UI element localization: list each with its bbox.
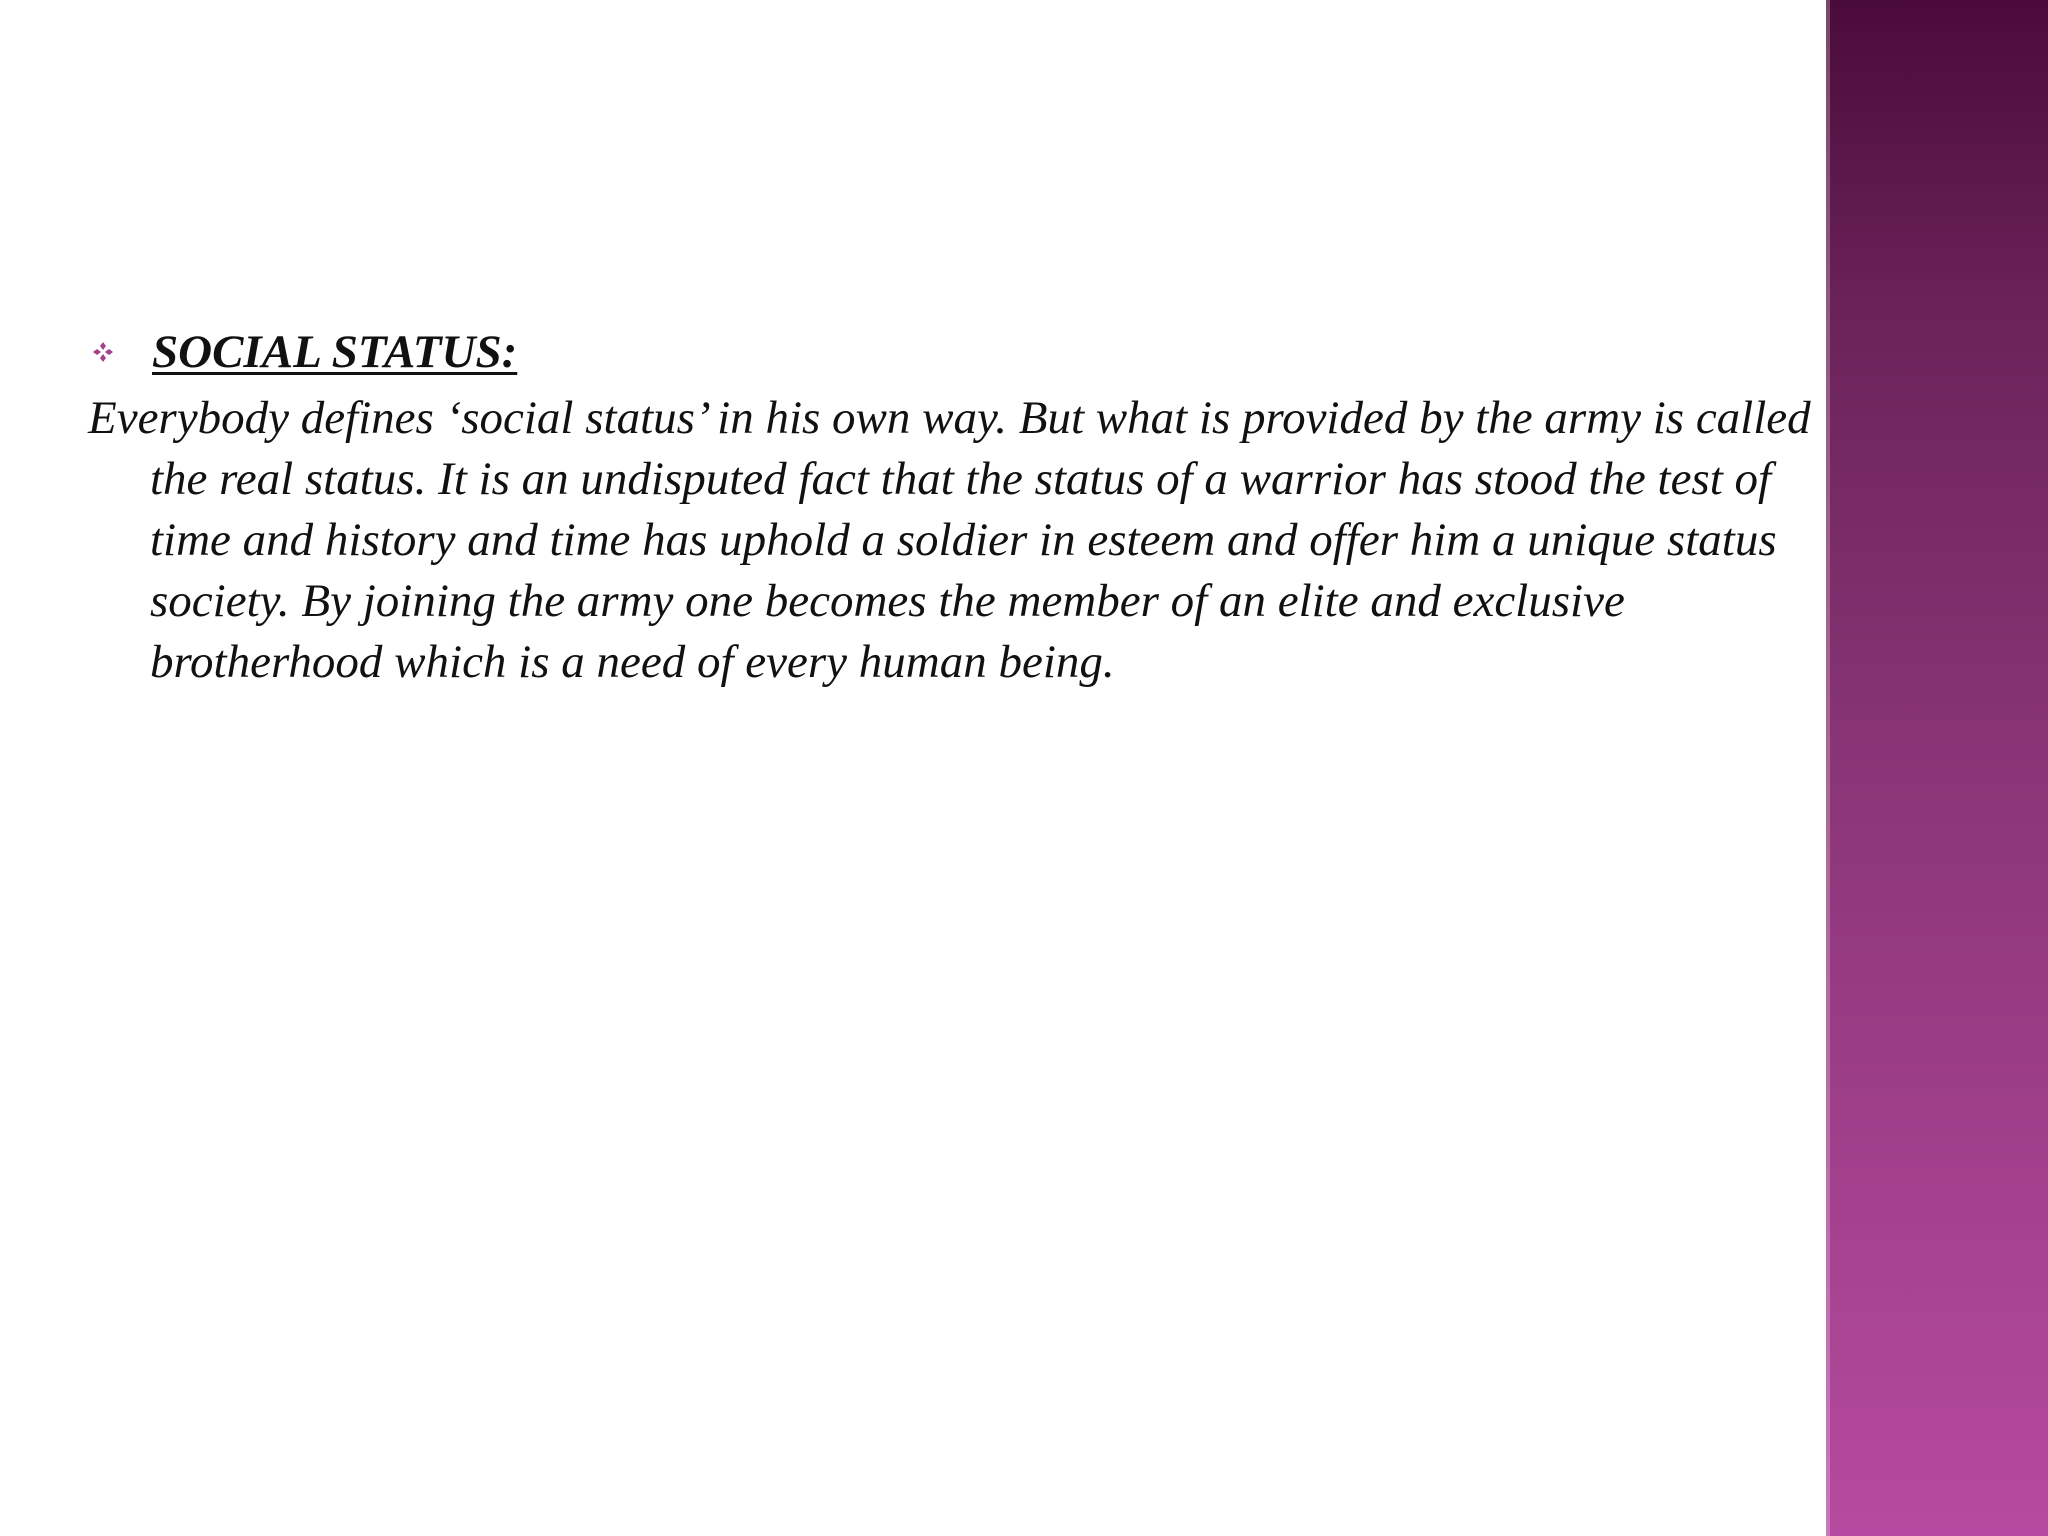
slide-content — [88, 322, 1811, 693]
heading-row — [88, 322, 1788, 382]
slide-heading: SOCIAL STATUS: — [152, 326, 518, 378]
body-paragraph: Everybody defines ‘social status’ in his own way. But what is provided by the army is called the real status. It is an undisputed fact that the status of a warrior has stood the test of time and history and time has uphold a soldier in esteem and offer him a unique status society. By joining the army one becomes the member of an elite and exclusive brotherhood which is a need of every human being. — [88, 392, 1811, 688]
decorative-side-band — [1826, 0, 2048, 1536]
diamond-cluster-icon — [92, 341, 136, 363]
side-band-edge — [1826, 0, 1830, 1536]
